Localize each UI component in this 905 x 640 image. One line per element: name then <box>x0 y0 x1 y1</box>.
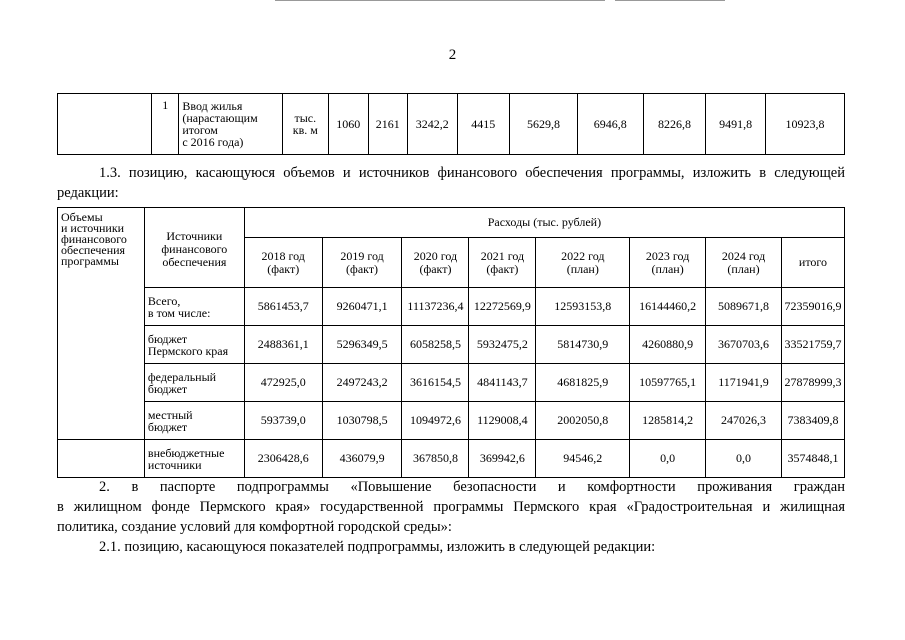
value-cell: 2306428,6 <box>244 440 322 478</box>
value-cell: 2161 <box>368 94 407 155</box>
value-cell: 1030798,5 <box>322 402 402 440</box>
value-cell: 1171941,9 <box>706 364 782 402</box>
value-cell: 9491,8 <box>706 94 766 155</box>
total-header: итого <box>781 238 844 288</box>
source-label: внебюджетные источники <box>144 440 244 478</box>
value-cell: 4841143,7 <box>469 364 536 402</box>
value-cell: 6946,8 <box>577 94 643 155</box>
value-cell: 593739,0 <box>244 402 322 440</box>
value-cell: 33521759,7 <box>781 326 844 364</box>
scan-edge-line <box>615 0 725 1</box>
paragraph-2-1 <box>57 537 845 557</box>
year-header: 2021 год (факт) <box>469 238 536 288</box>
value-cell: 2497243,2 <box>322 364 402 402</box>
value-cell: 9260471,1 <box>322 288 402 326</box>
paragraph-line: 2. в паспорте подпрограммы «Повышение безопасности и комфортности проживания граждан <box>99 479 845 495</box>
source-label: федеральный бюджет <box>144 364 244 402</box>
value-cell: 3242,2 <box>407 94 457 155</box>
page-number: 2 <box>448 47 457 63</box>
value-cell: 27878999,3 <box>781 364 844 402</box>
source-label: местный бюджет <box>144 402 244 440</box>
value-cell: 1129008,4 <box>469 402 536 440</box>
value-cell: 5814730,9 <box>536 326 630 364</box>
paragraph-line: политика, создание условий для комфортной городской среды»: <box>57 519 452 535</box>
value-cell: 436079,9 <box>322 440 402 478</box>
value-cell: 3670703,6 <box>706 326 782 364</box>
value-cell: 0,0 <box>630 440 706 478</box>
scan-edge-line <box>275 0 605 1</box>
value-cell: 12593153,8 <box>536 288 630 326</box>
value-cell: 5629,8 <box>510 94 578 155</box>
paragraph-1-3 <box>57 163 845 203</box>
value-cell: 1060 <box>329 94 368 155</box>
value-cell: 3574848,1 <box>781 440 844 478</box>
table-header-row <box>58 208 845 238</box>
value-cell: 4681825,9 <box>536 364 630 402</box>
value-cell: 6058258,5 <box>402 326 469 364</box>
source-label: бюджет Пермского края <box>144 326 244 364</box>
value-cell: 5296349,5 <box>322 326 402 364</box>
value-cell: 10597765,1 <box>630 364 706 402</box>
source-label: Всего, в том числе: <box>144 288 244 326</box>
table-row <box>58 326 845 364</box>
value-cell: 0,0 <box>706 440 782 478</box>
year-header: 2018 год (факт) <box>244 238 322 288</box>
value-cell: 72359016,9 <box>781 288 844 326</box>
unit-cell: тыс. кв. м <box>282 94 329 155</box>
value-cell: 367850,8 <box>402 440 469 478</box>
paragraph-line: 2.1. позицию, касающуюся показателей подпрограммы, изложить в следующей редакции: <box>99 539 656 555</box>
table-row <box>58 94 845 155</box>
housing-table <box>57 93 845 155</box>
table-row <box>58 402 845 440</box>
value-cell: 10923,8 <box>765 94 844 155</box>
indicator-name: Ввод жилья (нарастающим итогом с 2016 года) <box>179 94 282 155</box>
value-cell: 247026,3 <box>706 402 782 440</box>
value-cell: 4415 <box>457 94 510 155</box>
value-cell: 5932475,2 <box>469 326 536 364</box>
paragraph-2 <box>57 477 845 537</box>
empty-cell <box>58 440 145 478</box>
value-cell: 94546,2 <box>536 440 630 478</box>
table-row <box>58 364 845 402</box>
value-cell: 4260880,9 <box>630 326 706 364</box>
value-cell: 369942,6 <box>469 440 536 478</box>
year-header: 2020 год (факт) <box>402 238 469 288</box>
value-cell: 7383409,8 <box>781 402 844 440</box>
value-cell: 12272569,9 <box>469 288 536 326</box>
expenses-header: Расходы (тыс. рублей) <box>244 208 844 238</box>
year-header: 2022 год (план) <box>536 238 630 288</box>
value-cell: 16144460,2 <box>630 288 706 326</box>
empty-cell <box>58 94 152 155</box>
value-cell: 1285814,2 <box>630 402 706 440</box>
sources-header: Источники финансового обеспечения <box>144 208 244 288</box>
value-cell: 5089671,8 <box>706 288 782 326</box>
year-header: 2024 год (план) <box>706 238 782 288</box>
row-number: 1 <box>152 94 179 155</box>
paragraph-line: в жилищном фонде Пермского края» государственной программы Пермского края «Градостроительная и жилищная <box>57 499 845 515</box>
year-header: 2019 год (факт) <box>322 238 402 288</box>
value-cell: 3616154,5 <box>402 364 469 402</box>
value-cell: 11137236,4 <box>402 288 469 326</box>
value-cell: 472925,0 <box>244 364 322 402</box>
value-cell: 2488361,1 <box>244 326 322 364</box>
year-header: 2023 год (план) <box>630 238 706 288</box>
table-row <box>58 440 845 478</box>
table-row <box>58 288 845 326</box>
value-cell: 1094972,6 <box>402 402 469 440</box>
finance-table <box>57 207 845 478</box>
paragraph-line: 1.3. позицию, касающуюся объемов и источников финансового обеспечения программы, изложить в следующей <box>99 165 845 181</box>
volumes-label: Объемы и источники финансового обеспечения программы <box>58 208 145 440</box>
value-cell: 2002050,8 <box>536 402 630 440</box>
paragraph-line: редакции: <box>57 185 119 201</box>
value-cell: 8226,8 <box>643 94 706 155</box>
value-cell: 5861453,7 <box>244 288 322 326</box>
